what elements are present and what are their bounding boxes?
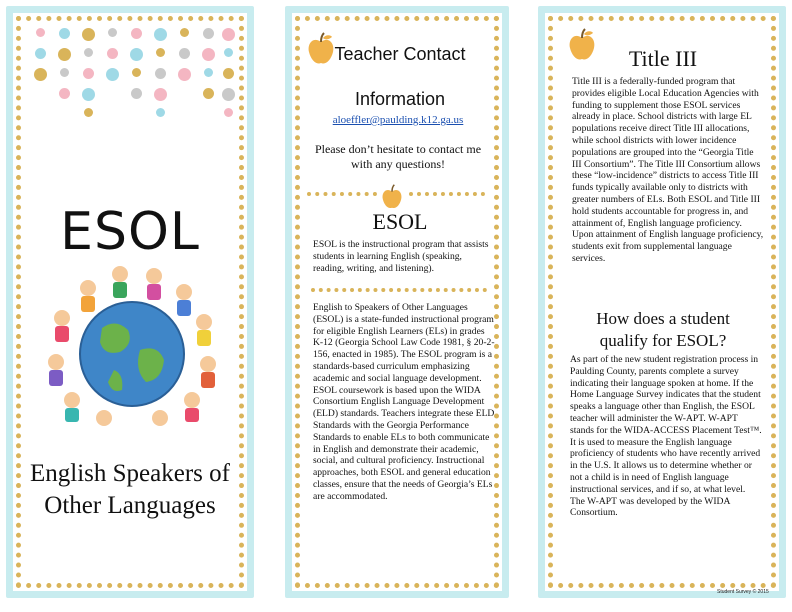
apple-icon: [568, 28, 596, 62]
confetti-dot: [224, 108, 233, 117]
apple-icon: [381, 184, 403, 210]
brochure-title: ESOL: [60, 202, 200, 262]
confetti-dot: [106, 68, 119, 81]
confetti-dot: [34, 68, 47, 81]
brochure-subtitle: English Speakers of Other Languages: [30, 460, 230, 519]
globe-with-children-icon: [42, 258, 222, 430]
confetti-dot: [155, 68, 166, 79]
confetti-dot: [178, 68, 191, 81]
confetti-dot: [223, 68, 234, 79]
confetti-dot: [82, 28, 95, 41]
contact-title: Teacher Contact: [334, 44, 466, 64]
confetti-dot: [203, 28, 214, 39]
panel-left: [6, 6, 254, 598]
confetti-dot: [131, 88, 142, 99]
qualify-paragraph: As part of the new student registration process in Paulding County, parents complete a survey indicating their language spoken at home. If the Home Language Survey indicates that the student speaks a language other than English, the ESOL teacher will administer the W-APT. W-APT stands for the WIDA-ACCESS Placement Test™. It is used to measure the English language proficiency of students who have recently arrived in the U.S. It allows us to determine whether or not a child is in need of English language instructional services, and if so, at what level. The W-APT was developed by the WIDA Consortium.: [570, 354, 762, 519]
confetti-dot: [222, 28, 235, 41]
title-iii-paragraph: Title III is a federally-funded program that provides eligible Local Education Agencies with funding to supplement those ESOL services already in place. School districts with large EL populations receive direct Title III allocations, while school districts with lower incidence populations are grouped into the “Georgia Title III Consortium”. The Title III Consortium allows these “low-incidence” districts to access Title III funds typically available only to districts with greater numbers of ELs. Both ESOL and Title III hold students accountable for progress in, and attainment of, English language proficiency. Upon attainment of English language proficiency, students exit from supplemental language services.: [572, 76, 764, 264]
confetti-dot: [132, 68, 141, 77]
email-link[interactable]: aloeffler@paulding.k12.ga.us: [332, 114, 464, 126]
contact-title-overlap: Information: [354, 89, 446, 109]
confetti-dot: [83, 68, 94, 79]
title-iii-heading: Title III: [628, 46, 698, 71]
esol-heading: ESOL: [372, 209, 428, 234]
esol-intro-paragraph: ESOL is the instructional program that assists students in learning English (speaking, reading, writing, and listening).: [313, 239, 489, 274]
confetti-dot: [204, 68, 213, 77]
credit-text: Student Survey © 2015: [717, 589, 769, 595]
confetti-dot: [59, 28, 70, 39]
confetti-dot: [180, 28, 189, 37]
panel-middle: [285, 6, 509, 598]
confetti-dot: [154, 28, 167, 41]
confetti-dot: [107, 48, 118, 59]
confetti-dot: [224, 48, 233, 57]
confetti-dot: [131, 28, 142, 39]
confetti-dot: [108, 28, 117, 37]
panel-right: [538, 6, 786, 598]
contact-note: Please don’t hesitate to contact me with any questions!: [314, 142, 482, 171]
confetti-dot: [60, 68, 69, 77]
confetti-dot: [130, 48, 143, 61]
qualify-heading: How does a student qualify for ESOL?: [596, 309, 730, 350]
gold-separator: [307, 192, 377, 202]
confetti-dot: [222, 88, 235, 101]
confetti-dot: [84, 108, 93, 117]
esol-details-paragraph: English to Speakers of Other Languages (ESOL) is a state-funded instructional program for eligible English Learners (ELs) in grades K-12 (Georgia School Law Code 1981, § 20-2-156, enacted in 1985). The ESOL program is a standards-based curriculum emphasizing academic and social language development. ESOL coursework is based upon the WIDA Consortium English Language Development (ELD) standards. Teachers integrate these ELD Standards with the Georgia Performance Standards to enable ELs to both communicate in English and demonstrate their academic, social, and cultural proficiency. Instructional approaches, both ESOL and general education classes, ensure that the needs of Georgia’s ELs are accommodated.: [313, 302, 495, 502]
gold-separator: [311, 288, 487, 298]
gold-separator: [409, 192, 485, 202]
confetti-dot: [156, 108, 165, 117]
confetti-dot: [84, 48, 93, 57]
confetti-dot: [203, 88, 214, 99]
confetti-dot: [156, 48, 165, 57]
confetti-dot: [35, 48, 46, 59]
confetti-dot: [59, 88, 70, 99]
confetti-dot: [82, 88, 95, 101]
confetti-dot: [154, 88, 167, 101]
confetti-dot: [202, 48, 215, 61]
confetti-dot: [179, 48, 190, 59]
confetti-dots-decoration: [30, 24, 235, 124]
confetti-dot: [36, 28, 45, 37]
confetti-dot: [58, 48, 71, 61]
